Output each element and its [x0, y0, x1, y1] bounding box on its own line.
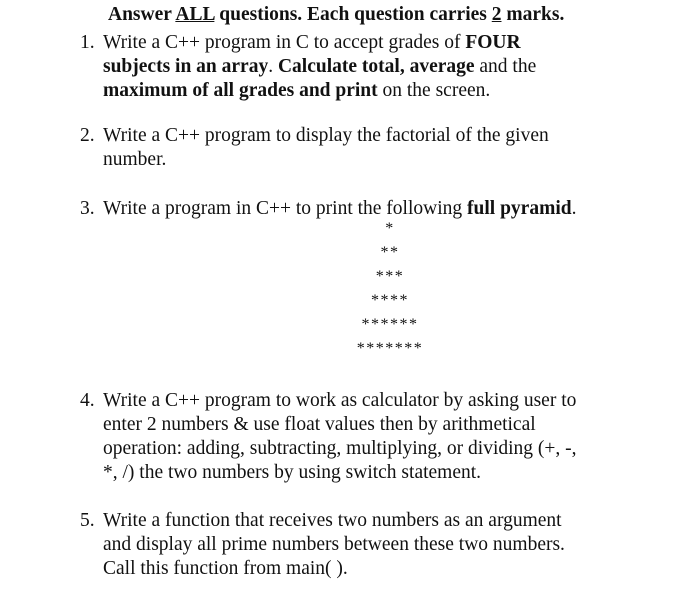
header-all-underlined: ALL — [175, 4, 215, 25]
question-4-line-3: operation: adding, subtracting, multiplying, or dividing (+, -, — [103, 438, 577, 459]
q1-l1-bold: FOUR — [465, 32, 521, 53]
q1-l1-text: Write a C++ program in C to accept grades of — [103, 32, 466, 53]
q1-l2-bold-b: Calculate total, average — [277, 56, 475, 77]
pyramid-row-6: ******* — [356, 340, 424, 357]
header-text-2: questions. Each question carries — [214, 4, 492, 25]
question-2-text — [103, 124, 623, 172]
q1-l2-bold-a: subjects in an array — [103, 56, 269, 77]
question-4-line-1: Write a C++ program to work as calculator by asking user to — [103, 390, 577, 411]
q1-l2-text-b: and the — [474, 56, 537, 77]
pyramid-row-5: ****** — [361, 316, 419, 333]
question-2-line-2: number. — [103, 149, 167, 170]
question-1-line-3 — [103, 79, 623, 103]
question-5-text — [103, 509, 623, 581]
pyramid-row-3: *** — [375, 268, 405, 285]
question-4-text — [103, 389, 623, 485]
question-1-line-2 — [103, 55, 623, 79]
pyramid-row-4: **** — [371, 292, 409, 309]
question-3-line-1 — [103, 197, 623, 221]
question-4-line-4: *, /) the two numbers by using switch statement. — [103, 462, 482, 483]
question-1-text — [103, 31, 623, 103]
question-5-line-2: and display all prime numbers between these two numbers. — [103, 534, 565, 555]
question-2-line-1: Write a C++ program to display the factorial of the given — [103, 125, 549, 146]
question-3-number: 3. — [80, 198, 95, 219]
question-4-number: 4. — [80, 390, 95, 411]
question-5-number: 5. — [80, 510, 95, 531]
q3-l1-text: Write a program in C++ to print the following — [103, 198, 468, 219]
pyramid-row-2: ** — [380, 244, 400, 261]
question-1-line-1 — [103, 31, 623, 55]
header-text-1: Answer — [108, 4, 176, 25]
question-2-number: 2. — [80, 125, 95, 146]
q3-l1-period: . — [571, 198, 577, 219]
q1-l2-text-a: . — [268, 56, 278, 77]
header-text-3: marks. — [501, 4, 565, 25]
q1-l3-text: on the screen. — [377, 80, 491, 101]
question-5-line-3: Call this function from main( ). — [103, 558, 348, 579]
question-4-line-2: enter 2 numbers & use float values then by arithmetical — [103, 414, 536, 435]
q1-l3-bold: maximum of all grades and print — [103, 80, 378, 101]
header-marks-underlined: 2 — [491, 4, 502, 25]
question-3-text — [103, 197, 623, 221]
instructions-header — [108, 4, 564, 26]
question-5-line-1: Write a function that receives two numbers as an argument — [103, 510, 562, 531]
pyramid-row-1: * — [385, 220, 395, 237]
q3-l1-bold: full pyramid — [467, 198, 572, 219]
question-1-number: 1. — [80, 32, 95, 53]
